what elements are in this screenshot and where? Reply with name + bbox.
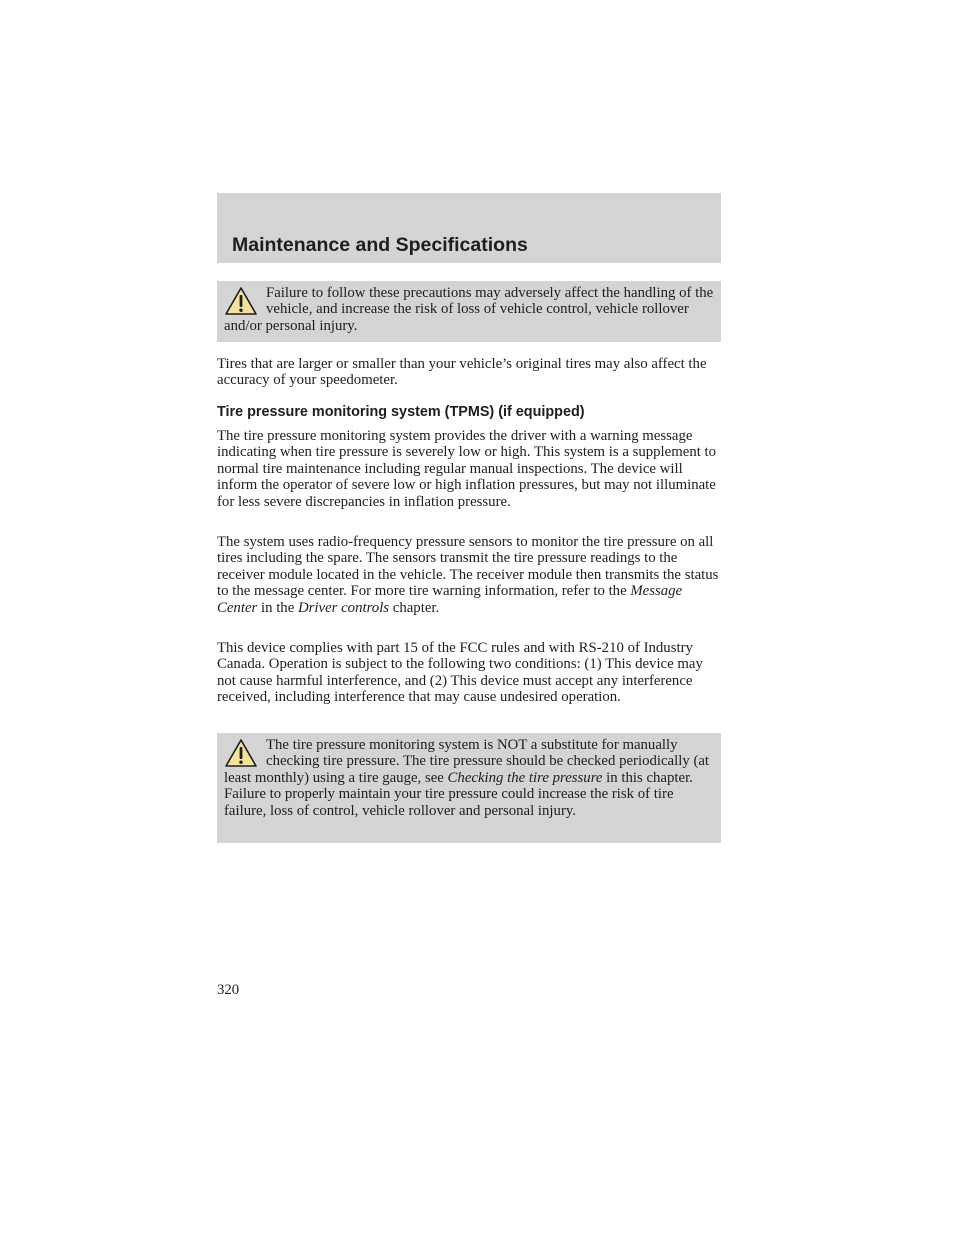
text-span: in this chapter. Failure to properly maintain your tire pressure could increase the risk of tire failure, loss of control, vehicle rollover and personal injury.	[224, 769, 693, 819]
warning-text	[224, 737, 714, 819]
section-header-band	[217, 193, 721, 263]
warning-triangle-icon	[224, 286, 258, 316]
text-span: chapter.	[389, 599, 440, 616]
tpms-heading: Tire pressure monitoring system (TPMS) (if equipped)	[217, 404, 585, 420]
text-span: The system uses radio-frequency pressure sensors to monitor the tire pressure on all tires including the spare. The sensors transmit the tire pressure readings to the receiver module located in the vehicle. The receiver module then transmits the status to the message center. For more tire warning information, refer to the	[217, 534, 719, 600]
warning-box-tire-pressure	[217, 733, 721, 843]
tpms-paragraph-fcc: This device complies with part 15 of the FCC rules and with RS-210 of Industry Canada. Operation is subject to the following two conditions: (1) This device may not cause harmful interference, and (2) This device must accept any interference received, including interference that may cause undesired operation.	[217, 640, 703, 706]
warning-triangle-icon	[224, 738, 258, 768]
cross-reference-message-center: Message Center	[217, 583, 683, 616]
warning-box-handling	[217, 281, 721, 342]
tpms-paragraph-1: The tire pressure monitoring system provides the driver with a warning message indicating when tire pressure is severely low or high. This system is a supplement to normal tire maintenance including regular manual inspections. The device will inform the operator of severe low or high inflation pressures, but may not illuminate for less severe discrepancies in inflation pressure.	[217, 428, 717, 510]
cross-reference-checking-tire-pressure: Checking the tire pressure	[447, 769, 603, 786]
paragraph-tire-size: Tires that are larger or smaller than your vehicle’s original tires may also affect the accuracy of your speedometer.	[217, 356, 707, 389]
text-span: The tire pressure monitoring system is NOT a substitute for manually checking tire pressure. The tire pressure should be checked periodically (at least monthly) using a tire gauge, see	[224, 737, 710, 786]
text-span: in the	[257, 599, 298, 616]
page-number: 320	[217, 982, 240, 998]
section-title: Maintenance and Specifications	[232, 234, 528, 256]
warning-text: Failure to follow these precautions may adversely affect the handling of the vehicle, and increase the risk of loss of vehicle control, vehicle rollover and/or personal injury.	[224, 285, 714, 334]
cross-reference-driver-controls: Driver controls	[297, 599, 390, 616]
tpms-paragraph-2	[217, 534, 721, 616]
